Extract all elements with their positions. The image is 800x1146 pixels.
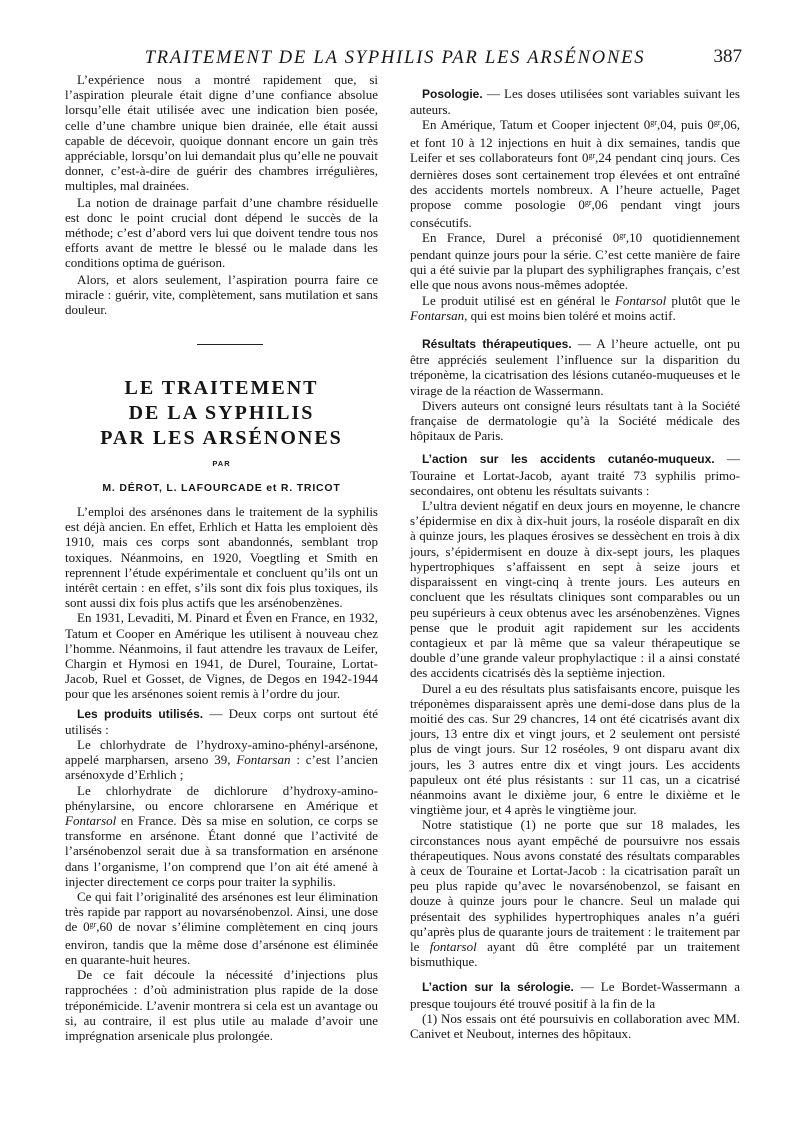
italic-term: fontarsol: [429, 938, 477, 954]
section-action-accidents: [410, 451, 740, 498]
text-run: — Touraine et Lortat-Jacob, ayant traité 73 syphilis primo-secondaires, ont obtenu les résultats suivants :: [410, 451, 740, 498]
intro-paragraph: L’expérience nous a montré rapidement que, si l’aspiration pleurale était digne d’une confiance absolue lorsqu’elle était utilisée avec une indication bien posée, celle d’une chambre unique bien drainée, elle était aussi capable de décevoir, quoique donnant encore un gain très appréciable, lorsqu’on lui demandait plus qu’elle ne pouvait donner, c’est-à-dire de guérir des chambres irrégulières, multiples, mal drainées.: [65, 72, 378, 194]
article-body-left: [65, 504, 378, 1043]
superscript-unit: gr: [619, 230, 626, 240]
text-run: plutôt que le: [666, 292, 740, 308]
section-action-serologie: [410, 979, 740, 1010]
footnote: (1) Nos essais ont été poursuivis en collaboration avec MM. Canivet et Neubout, internes des hôpitaux.: [410, 1010, 740, 1041]
article-paragraph-dosage: [410, 117, 740, 229]
text-run: En Amérique, Tatum et Cooper injectent 0: [422, 117, 651, 133]
intro-paragraph: Alors, et alors seulement, l’aspiration pourra faire ce miracle : guérir, vite, complètement, sans mutilation et sans douleur.: [65, 271, 378, 318]
text-run: — Le Bordet-Wassermann a presque toujours été trouvé positif à la fin de la: [410, 979, 740, 1011]
article-paragraph-results: Durel a eu des résultats plus satisfaisants encore, puisque les tréponèmes disparaissent après une demi-dose dans plus de la moitié des cas. Sur 29 chancres, 14 ont été cicatrisés avant dix jours, 13 entre dix et vingt jours, et 2 seulement ont persisté plus de vingt jours. Sur 12 roséoles, 9 ont disparu avant dix jours, les 3 autres entre dix et vingt jours. Les accidents papuleux ont été plus résistants : sur 11 cas, un a cicatrisé néanmoins avant le dixième jour, 6 entre le dixième et le vingtième jour, et 4 après le vingtième jour.: [410, 680, 740, 818]
italic-term: Fontarsan: [236, 752, 291, 768]
superscript-unit: gr: [650, 118, 657, 128]
article-paragraph-statistics: [410, 817, 740, 969]
text-run: : c’est l’ancien arsénoxyde d’Erhlich ;: [65, 752, 378, 783]
text-run: ,06 pendant vingt jours consécutifs.: [410, 197, 740, 230]
run-in-heading: Les produits utilisés.: [77, 706, 204, 721]
text-run: Notre statistique (1) ne porte que sur 18 malades, les circonstances nous ayant empêché de poursuivre nos essais thérapeutiques. Nous avons constaté des résultats comparables à ceux de Touraine et Lortat-Jacob : la cicatrisation paraît un peu plus rapide qu’avec le novarsénobenzol, se faisant en douze à quinze jours pour le chancre. Seul un malade qui présentait des syphilides hypertrophiques anales n’a guéri qu’après plus de quarante jours de traitement : le traitement par le: [410, 817, 740, 954]
byline-prefix: PAR: [212, 459, 231, 468]
text-run: — A l’heure actuelle, ont pu être appréciés seulement l’influence sur la disparition du tréponème, la cicatrisation des lésions cutanéo-muqueuses et le virage de la réaction de Wassermann.: [410, 336, 740, 398]
italic-term: Fontarsol: [614, 292, 667, 308]
article-paragraph-elimination: [65, 889, 378, 967]
run-in-heading: L’action sur la sérologie.: [422, 980, 574, 995]
article-paragraph-injections: De ce fait découle la nécessité d’injections plus rapprochées : d’où administration plus rapide de la dose tréponémicide. L’avenir montrera si cela est un avantage ou si, au contraire, il est plus utile au malade d’avoir une imprégnation arsenicale plus prolongée.: [65, 967, 378, 1043]
section-resultats-therapeutiques: [410, 336, 740, 398]
article-paragraph-results: Divers auteurs ont consigné leurs résultats tant à la Société française de dermatologie qu’à la Société médicale des hôpitaux de Paris.: [410, 397, 740, 444]
superscript-unit: gr: [584, 198, 592, 208]
text-run: Le chlorhydrate de dichlorure d’hydroxy-amino-phénylarsine, ou encore chlorarsene en Amérique et: [65, 782, 378, 813]
text-run: , qui est moins bien toléré et moins actif.: [464, 307, 676, 323]
text-run: Le chlorhydrate de l’hydroxy-amino-phényl-arsénone, appelé marpharsen, arseno 39,: [65, 737, 378, 768]
article-title: [65, 376, 378, 451]
page-number: 387: [713, 46, 742, 67]
previous-article-conclusion: [65, 72, 378, 317]
text-run: ,10 quotidiennement pendant quinze jours pour la série. C’est cette manière de faire qui a été suivie par la plupart des syphiligraphes français, c’est elle que nous avons nous-mêmes adoptée.: [410, 229, 740, 293]
text-run: — Les doses utilisées sont variables suivant les auteurs.: [410, 86, 740, 118]
italic-term: Fontarsan: [410, 307, 465, 323]
article-separator-rule: [197, 344, 263, 345]
text-run: ayant dû être complété par un traitement bismuthique.: [410, 938, 740, 970]
superscript-unit: gr: [713, 118, 721, 128]
article-paragraph-dosage: [410, 230, 740, 293]
text-run: ,04, puis 0: [656, 117, 714, 133]
superscript-unit: gr: [588, 150, 596, 160]
text-run: Ce qui fait l’originalité des arsénones est leur élimination très rapide par rapport au novarsénobenzol. Ainsi, une dose de 0: [65, 889, 378, 935]
article-paragraph-product: [65, 783, 378, 889]
running-header-title: TRAITEMENT DE LA SYPHILIS PAR LES ARSÉNONES: [144, 48, 646, 68]
text-run: ,60 de novar s’élimine complètement en cinq jours environ, tandis que la même dose d’arsénone est éliminée en quarante-huit heures.: [65, 919, 378, 967]
text-run: ,06, et font 10 à 12 injections en huit à dix semaines, tandis que Leifer et ses collaborateurs font 0: [410, 117, 741, 165]
article-paragraph-history: En 1931, Levaditi, M. Pinard et Éven en France, en 1932, Tatum et Cooper en Amérique les utilisent à nouveau chez l’homme. Néanmoins, il faut attendre les travaux de Leifer, Chargin et Hymosi en 1941, de Durel, Touraine, Lortat-Jacob, Ruel et Gosset, de Vignes, de Degos en 1942-1944 pour que les arsénones soient remis à l’ordre du jour.: [65, 610, 378, 702]
run-in-heading: L’action sur les accidents cutanéo-muqueux.: [422, 452, 715, 467]
article-paragraph-dosage: [410, 293, 740, 323]
run-in-heading: Résultats thérapeutiques.: [422, 337, 572, 352]
article-title-line: LE TRAITEMENT: [124, 377, 319, 399]
article-title-line: PAR LES ARSÉNONES: [100, 427, 343, 449]
intro-paragraph: La notion de drainage parfait d’une chambre résiduelle est donc le point crucial dont dépend le succès de la méthode; c’est d’abord vers lui que doivent tendre tous nos efforts avant de mettre le blessé ou le malade dans les conditions optima de guérison.: [65, 194, 378, 271]
superscript-unit: gr: [89, 920, 97, 930]
text-run: En France, Durel a préconisé 0: [422, 229, 620, 245]
text-run: en France. Dès sa mise en solution, ce corps se transforme en arsénone. Étant donné que l’activité de l’arsénobenzol serait due à sa transformation en arsénone dans l’organisme, l’on comprend que l’on ait été amené à injecter directement ce corps pour traiter la syphilis.: [65, 813, 378, 889]
article-paragraph-results: L’ultra devient négatif en deux jours en moyenne, le chancre s’épidermise en dix à dix-huit jours, la roséole disparaît en dix à quinze jours, les plaques érosives se dessèchent en trois à dix jours, s’épidermisent en douze à dix-sept jours, les plaques hypertrophiques s’affaissent en sept à seize jours et disparaissent en vingt-cinq à trente jours. Les auteurs en concluent que les résultats cliniques sont comparables ou un peu supérieurs à ceux obtenus avec les arsénobenzènes. Vignes pense que le produit agit rapidement sur les accidents contagieux et par là même que sa valeur thérapeutique se double d’une grande valeur prophylactique : il a ainsi constaté des accidents cicatrisés dès la septième injection.: [410, 498, 740, 681]
article-title-line: DE LA SYPHILIS: [128, 402, 315, 424]
article-authors: M. DÉROT, L. LAFOURCADE et R. TRICOT: [102, 482, 341, 494]
article-body-right: [410, 86, 740, 1041]
section-posologie: [410, 86, 740, 117]
article-paragraph-product: [65, 737, 378, 783]
run-in-heading: Posologie.: [422, 87, 483, 101]
italic-term: Fontarsol: [65, 813, 117, 829]
text-run: — Deux corps ont surtout été utilisés :: [65, 705, 378, 737]
text-run: ,24 pendant cinq jours. Ces dernières doses sont certainement trop élevées et ont entraîné des accidents mortels nombreux. A l’heure actuelle, Paget propose comme posologie 0: [410, 149, 740, 213]
section-produits-utilises: [65, 706, 378, 737]
article-paragraph-history: L’emploi des arsénones dans le traitement de la syphilis est déjà ancien. En effet, Erhlich et Hatta les emploient dès 1910, mais ces corps sont abandonnés, semblant trop toxiques. Néanmoins, en 1920, Voegtling et Smith en reprennent l’étude expérimentale et concluent qu’ils ont un intérêt certain : en effet, s’ils sont dix fois plus toxiques, ils sont aussi dix fois plus actifs que les arsénobenzènes.: [65, 504, 378, 611]
text-run: Le produit utilisé est en général le: [422, 292, 615, 308]
